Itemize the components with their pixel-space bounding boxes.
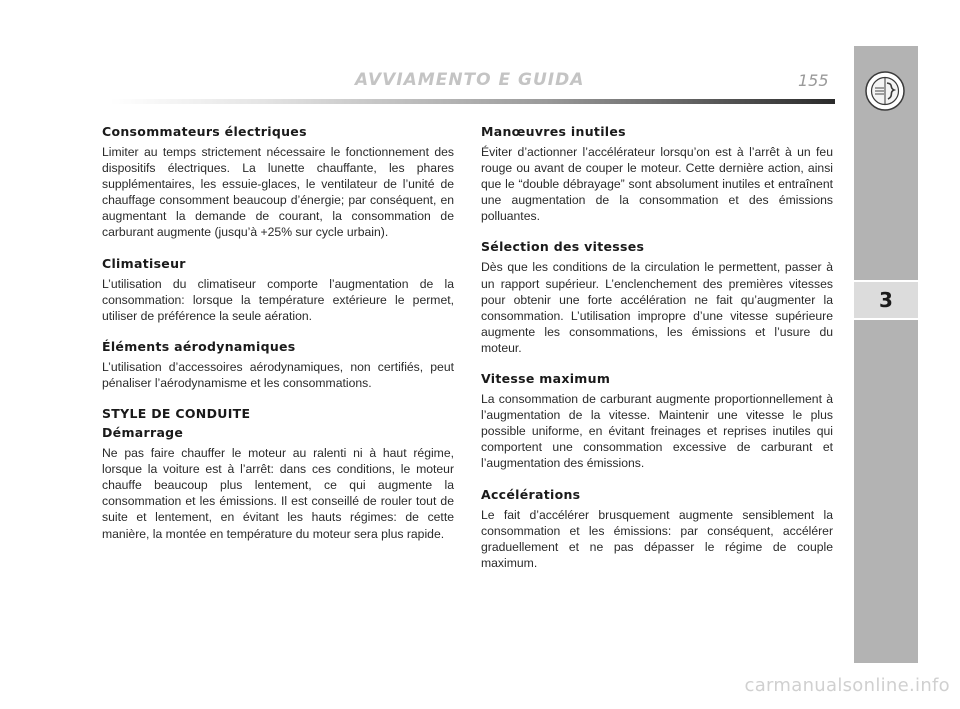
section-text: L’utilisation d’accessoires aérodynamiques, non certifiés, peut pénaliser l’aérodynamisme et les consommations.	[102, 359, 454, 390]
section-heading: Éléments aérodynamiques	[102, 338, 296, 354]
section-heading: Climatiseur	[102, 255, 186, 271]
section-heading: Manœuvres inutiles	[481, 124, 626, 139]
section-heading: Accélérations	[481, 486, 581, 502]
left-column	[102, 123, 454, 556]
chapter-sidebar	[854, 46, 918, 663]
section-text: Le fait d’accélérer brusquement augmente sensiblement la consommation et les émissions: par conséquent, accélérer graduellement et ne pas dépasser le régime de couple maximum.	[481, 507, 833, 570]
watermark-text: carmanualsonline.info	[744, 675, 950, 696]
brand-logo-icon	[865, 71, 905, 111]
running-header-title: AVVIAMENTO E GUIDA	[355, 70, 585, 90]
section-heading: Sélection des vitesses	[481, 239, 645, 255]
section-text: Limiter au temps strictement nécessaire le fonctionnement des dispositifs électriques. La lunette chauffante, les phares supplémentaires, les essuie-glaces, le ventilateur de l’unité de chauffage consomment beaucoup d’énergie; par conséquent, en augmentant la demande de courant, la consommation de carburant augmente (jusqu’à +25% sur cycle urbain).	[102, 145, 454, 240]
right-column	[481, 123, 833, 585]
section-text: Éviter d’actionner l’accélérateur lorsqu’on est à l’arrêt à un feu rouge ou avant de couper le moteur. Cette dernière action, ainsi que le “double débrayage” sont absolument inutiles et entraînent une augmentation de la consommation et des émissions polluantes.	[481, 145, 833, 224]
section-text: Ne pas faire chauffer le moteur au ralenti ni à haut régime, lorsque la voiture est à l’arrêt: dans ces conditions, le moteur chauffe beaucoup plus lentement, ce qui augmente la consommation et les émissions. Il est conseillé de rouler tout de suite et lentement, en évitant les hauts régimes: de cette manière, la montée en température du moteur sera plus rapide.	[102, 446, 454, 541]
section-heading: Démarrage	[102, 425, 184, 441]
section-text: Dès que les conditions de la circulation le permettent, passer à un rapport supérieur. L’enclenchement des premières vitesses pour obtenir une forte accélération ne fait qu’augmenter la consommation. L’utilisation impropre d’une vitesse supérieure augmente les consommations, les émissions et l’usure du moteur.	[481, 260, 833, 355]
page-number: 155	[798, 71, 829, 90]
header-rule	[110, 99, 835, 104]
chapter-tab[interactable]: 3	[854, 280, 918, 320]
section-text: L’utilisation du climatiseur comporte l’augmentation de la consommation: lorsque la température extérieure le permet, utiliser de préférence la seule aération.	[102, 276, 454, 323]
section-heading: Consommateurs électriques	[102, 124, 307, 139]
section-heading: Vitesse maximum	[481, 371, 611, 387]
chapter-subheading: STYLE DE CONDUITE	[102, 406, 251, 422]
section-text: La consommation de carburant augmente proportionnellement à l’augmentation de la vitesse. Maintenir une vitesse le plus possible uniforme, en évitant freinages et reprises inutiles qui comportent une consommation excessive de carburant et l’augmentation des émissions.	[481, 392, 833, 471]
